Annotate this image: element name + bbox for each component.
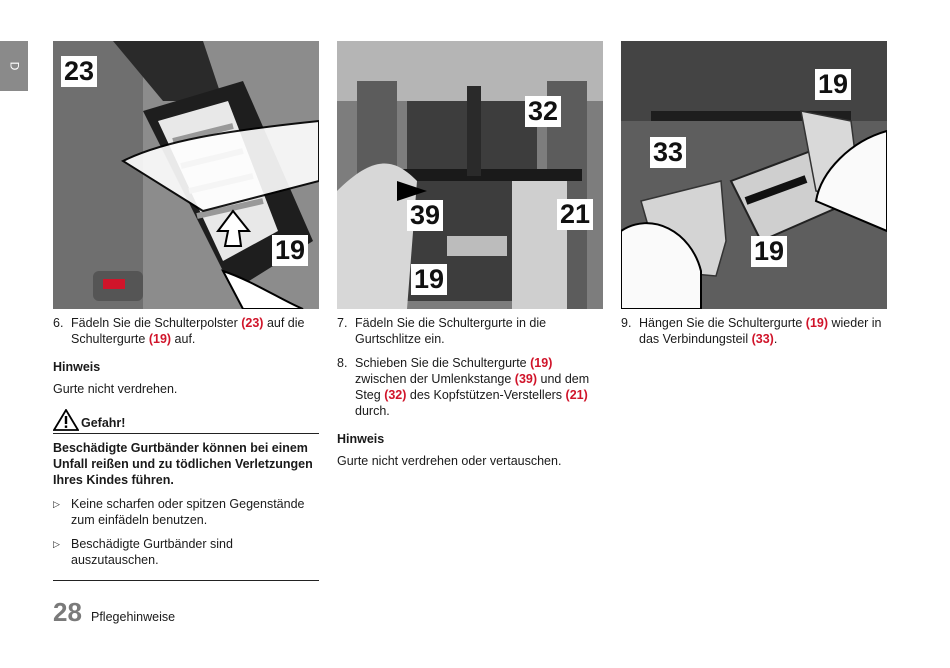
callout-33: 33 <box>650 137 686 168</box>
step-text: Fädeln Sie die Schulterpolster (23) auf die Schultergurte (19) auf. <box>71 316 305 346</box>
callout-32: 32 <box>525 96 561 127</box>
bullet-triangle-icon: ▷ <box>53 499 60 509</box>
section-label: Pflegehinweise <box>91 610 176 624</box>
step-text: Fädeln Sie die Schultergurte in die Gurtschlitze ein. <box>355 316 547 346</box>
callout-39: 39 <box>407 200 443 231</box>
hint-text: Gurte nicht verdrehen. <box>53 382 178 396</box>
column-3 <box>621 315 887 355</box>
callout-19: 19 <box>751 236 787 267</box>
step-6 <box>53 315 319 347</box>
step-8 <box>337 355 603 419</box>
column-1 <box>53 315 319 581</box>
step-number: 7. <box>337 316 348 330</box>
warning-triangle-icon <box>53 409 79 431</box>
callout-19: 19 <box>815 69 851 100</box>
callout-19: 19 <box>411 264 447 295</box>
step-number: 6. <box>53 316 64 330</box>
step-number: 9. <box>621 316 632 330</box>
step-9 <box>621 315 887 347</box>
photo-belt-slots-illustration <box>337 41 603 309</box>
column-2 <box>337 315 603 479</box>
bullet-text: Keine scharfen oder spitzen Gegenstände zum einfädeln benutzen. <box>71 497 305 527</box>
hint-heading: Hinweis <box>53 360 101 374</box>
list-item <box>53 536 319 568</box>
bullet-triangle-icon: ▷ <box>53 539 60 549</box>
step-text: Hängen Sie die Schultergurte (19) wieder in das Verbindungsteil (33). <box>639 316 882 346</box>
step-text: Schieben Sie die Schultergurte (19) zwischen der Umlenkstange (39) und dem Steg (32) des Kopfstützen-Verstellers (21) durch. <box>355 356 590 418</box>
step-7 <box>337 315 603 347</box>
chapter-tab <box>0 41 28 91</box>
callout-21: 21 <box>557 199 593 230</box>
chapter-tab-label: D <box>6 61 21 71</box>
step-number: 8. <box>337 356 348 370</box>
page-number: 28 <box>53 597 82 627</box>
danger-heading <box>53 409 319 434</box>
photo-belt-slots <box>337 41 603 309</box>
callout-19: 19 <box>272 235 308 266</box>
bullet-text: Beschädigte Gurtbänder sind auszutauschen. <box>71 537 233 567</box>
danger-body: Beschädigte Gurtbänder können bei einem Unfall reißen und zu tödlichen Verletzungen Ihres Kindes führen. <box>53 441 313 487</box>
hint-text: Gurte nicht verdrehen oder vertauschen. <box>337 454 562 468</box>
list-item <box>53 496 319 528</box>
hint-heading: Hinweis <box>337 432 385 446</box>
callout-23: 23 <box>61 56 97 87</box>
danger-divider <box>53 576 319 581</box>
danger-title: Gefahr! <box>81 416 126 430</box>
